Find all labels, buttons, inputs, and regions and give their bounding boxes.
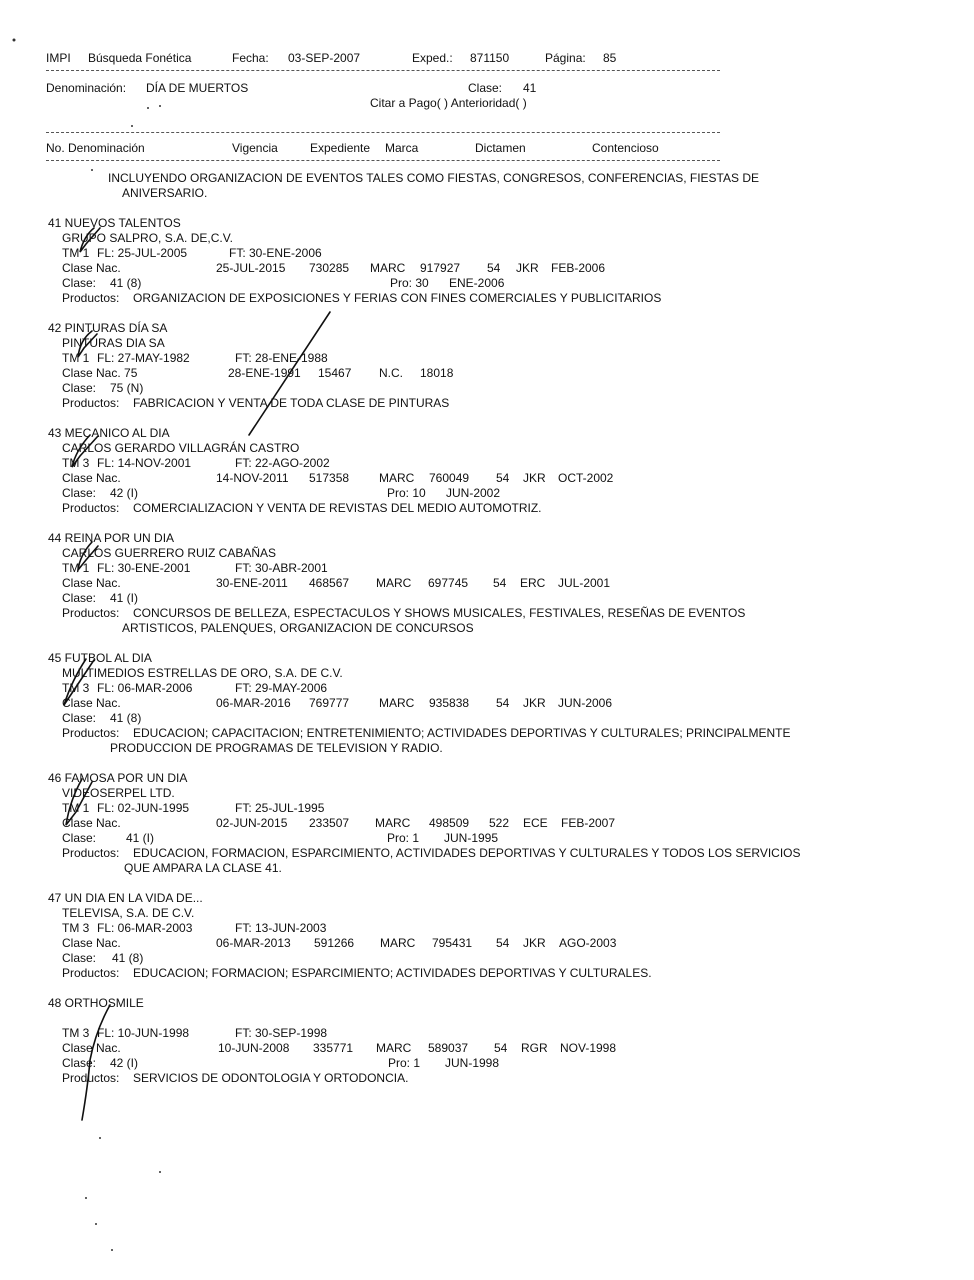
- entry-productos-line: ORGANIZACION DE EXPOSICIONES Y FERIAS CON FINES COMERCIALES Y PUBLICITARIOS: [133, 291, 662, 305]
- entry-ft: FT: 22-AGO-2002: [235, 456, 330, 470]
- entry-clase: Clase:: [62, 831, 97, 845]
- entry-clase-nac: Clase Nac.: [62, 696, 121, 710]
- entry-productos-label: Productos:: [62, 291, 120, 305]
- entry-productos-line: FABRICACION Y VENTA DE TODA CLASE DE PINTURAS: [133, 396, 450, 410]
- entry-clase: Clase:: [62, 486, 97, 500]
- entry-dictamen: 54: [496, 936, 510, 950]
- entry-dict-code: JKR: [523, 936, 546, 950]
- entry-clase: Clase:: [62, 276, 97, 290]
- continuation-line: INCLUYENDO ORGANIZACION DE EVENTOS TALES COMO FIESTAS, CONGRESOS, CONFERENCIAS, FIESTAS DE: [108, 171, 759, 185]
- citar-text: Citar a Pago( ) Anterioridad( ): [370, 96, 527, 110]
- entry-marca-num: 760049: [429, 471, 470, 485]
- entry-contencioso: AGO-2003: [559, 936, 617, 950]
- continuation-line: ANIVERSARIO.: [122, 186, 208, 200]
- entry-expediente: 730285: [309, 261, 350, 275]
- entry-dict-code: ERC: [520, 576, 546, 590]
- col-contencioso: Contencioso: [592, 141, 659, 155]
- entry-ft: FT: 28-ENE-1988: [235, 351, 328, 365]
- entry-tm: TM 1: [62, 351, 90, 365]
- entry-titular: PINTURAS DIA SA: [62, 336, 165, 350]
- entry-fl: FL: 06-MAR-2006: [97, 681, 193, 695]
- entry-dictamen: 54: [493, 576, 507, 590]
- col-expediente: Expediente: [310, 141, 371, 155]
- header-fecha-label: Fecha:: [232, 51, 269, 65]
- entry-marca: MARC: [379, 471, 415, 485]
- entry-marca-num: 795431: [432, 936, 473, 950]
- entry-title: 42 PINTURAS DÍA SA: [48, 321, 168, 335]
- entry-marca: MARC: [375, 816, 411, 830]
- entry-pro: Pro: 1: [387, 831, 420, 845]
- entry-pro-date: JUN-1998: [445, 1056, 500, 1070]
- entry-vigencia: 02-JUN-2015: [216, 816, 288, 830]
- entry-clase-nac: Clase Nac.: [62, 936, 121, 950]
- entry-clase-nac: Clase Nac.: [62, 471, 121, 485]
- entry-vigencia: 10-JUN-2008: [218, 1041, 290, 1055]
- entry-expediente: 233507: [309, 816, 350, 830]
- entry-titular: MULTIMEDIOS ESTRELLAS DE ORO, S.A. DE C.V.: [62, 666, 343, 680]
- scan-dot: [99, 1137, 101, 1139]
- header-divider: [46, 70, 720, 71]
- entry-productos-label: Productos:: [62, 1071, 120, 1085]
- entry-contencioso: JUL-2001: [558, 576, 611, 590]
- scan-dot: [111, 1249, 113, 1251]
- entry-clase-nac: Clase Nac.: [62, 816, 121, 830]
- entry-fl: FL: 02-JUN-1995: [97, 801, 190, 815]
- entry-title: 44 REINA POR UN DIA: [48, 531, 175, 545]
- entry-title: 48 ORTHOSMILE: [48, 996, 144, 1010]
- entry-tm: TM 1: [62, 246, 90, 260]
- entry-vigencia: 14-NOV-2011: [216, 471, 289, 485]
- entry-productos-label: Productos:: [62, 396, 120, 410]
- col-vigencia: Vigencia: [232, 141, 278, 155]
- entry-marca: MARC: [380, 936, 416, 950]
- entry-productos-label: Productos:: [62, 606, 120, 620]
- entry-clase: Clase:: [62, 381, 97, 395]
- entry-productos-line: ARTISTICOS, PALENQUES, ORGANIZACION DE CONCURSOS: [122, 621, 474, 635]
- entry-clase-val: 42 (I): [110, 1056, 139, 1070]
- entry-expediente: 769777: [309, 696, 350, 710]
- entry-contencioso: OCT-2002: [558, 471, 614, 485]
- entry-expediente: 517358: [309, 471, 350, 485]
- entry-ft: FT: 30-SEP-1998: [235, 1026, 328, 1040]
- scan-dot: [159, 1171, 161, 1173]
- header-title: Búsqueda Fonética: [88, 51, 192, 65]
- entry-clase: Clase:: [62, 1056, 97, 1070]
- scan-dot: [131, 125, 133, 127]
- entry-clase: Clase:: [62, 951, 97, 965]
- entry-vigencia: 30-ENE-2011: [216, 576, 288, 590]
- entry-productos-line: EDUCACION, FORMACION, ESPARCIMIENTO, ACTIVIDADES DEPORTIVAS Y CULTURALES Y TODOS LOS SERVICIOS: [133, 846, 801, 860]
- entry-ft: FT: 25-JUL-1995: [235, 801, 325, 815]
- scan-dot: [159, 105, 161, 107]
- entry-marca: MARC: [376, 576, 412, 590]
- entry-clase-nac: Clase Nac.: [62, 576, 121, 590]
- scan-dot: [95, 1223, 97, 1225]
- entry-expediente: 468567: [309, 576, 350, 590]
- entry-productos-line: EDUCACION; FORMACION; ESPARCIMIENTO; ACTIVIDADES DEPORTIVAS Y CULTURALES.: [133, 966, 652, 980]
- entry-marca: N.C.: [379, 366, 403, 380]
- entry-expediente: 591266: [314, 936, 355, 950]
- entry-pro-date: ENE-2006: [449, 276, 505, 290]
- clase-label: Clase:: [468, 81, 503, 95]
- entry-tm: TM 3: [62, 681, 90, 695]
- header-exped-label: Exped.:: [412, 51, 453, 65]
- entry-dict-code: ECE: [523, 816, 548, 830]
- entry-pro-date: JUN-2002: [446, 486, 501, 500]
- entry-contencioso: JUN-2006: [558, 696, 613, 710]
- entry-clase-val: 75 (N): [110, 381, 144, 395]
- entry-expediente: 15467: [318, 366, 352, 380]
- entry-dictamen: 54: [487, 261, 501, 275]
- entry-productos-label: Productos:: [62, 501, 120, 515]
- denominacion-divider: [46, 132, 720, 133]
- entry-title: 41 NUEVOS TALENTOS: [48, 216, 181, 230]
- entry-tm: TM 1: [62, 561, 90, 575]
- entry-tm: TM 3: [62, 921, 90, 935]
- col-dictamen: Dictamen: [475, 141, 526, 155]
- entry-productos-line: SERVICIOS DE ODONTOLOGIA Y ORTODONCIA.: [133, 1071, 409, 1085]
- entry-productos-line: EDUCACION; CAPACITACION; ENTRETENIMIENTO; ACTIVIDADES DEPORTIVAS Y CULTURALES; PRINCIPALMENTE: [133, 726, 791, 740]
- entry-marca-num: 935838: [429, 696, 470, 710]
- entry-title: 46 FAMOSA POR UN DIA: [48, 771, 188, 785]
- entry-titular: CARLOS GUERRERO RUIZ CABAÑAS: [62, 546, 277, 560]
- entry-marca-num: 18018: [420, 366, 454, 380]
- entry-clase: Clase:: [62, 591, 97, 605]
- scan-dot: [13, 39, 16, 42]
- entry-productos-line: QUE AMPARA LA CLASE 41.: [124, 861, 282, 875]
- entry-vigencia: 25-JUL-2015: [216, 261, 286, 275]
- entry-productos-label: Productos:: [62, 846, 120, 860]
- entry-fl: FL: 25-JUL-2005: [97, 246, 188, 260]
- entry-titular: CARLOS GERARDO VILLAGRÁN CASTRO: [62, 441, 300, 455]
- entry-pro: Pro: 10: [387, 486, 426, 500]
- entry-expediente: 335771: [313, 1041, 354, 1055]
- entry-clase-val: 41 (8): [110, 276, 142, 290]
- entry-clase-val: 41 (8): [112, 951, 144, 965]
- entry-fl: FL: 06-MAR-2003: [97, 921, 193, 935]
- entry-fl: FL: 27-MAY-1982: [97, 351, 190, 365]
- entry-dictamen: 54: [496, 471, 510, 485]
- entry-contencioso: FEB-2006: [551, 261, 606, 275]
- entry-pro: Pro: 30: [390, 276, 429, 290]
- entry-clase-val: 41 (I): [110, 591, 139, 605]
- scan-dot: [147, 107, 149, 109]
- entry-dictamen: 522: [489, 816, 510, 830]
- columns-divider: [46, 160, 720, 161]
- entry-marca-num: 917927: [420, 261, 461, 275]
- entry-marca: MARC: [376, 1041, 412, 1055]
- denominacion-value: DÍA DE MUERTOS: [146, 81, 249, 95]
- entry-title: 45 FUTBOL AL DIA: [48, 651, 152, 665]
- entry-clase-val: 41 (8): [110, 711, 142, 725]
- entry-vigencia: 28-ENE-1991: [228, 366, 301, 380]
- entry-productos-line: COMERCIALIZACION Y VENTA DE REVISTAS DEL MEDIO AUTOMOTRIZ.: [133, 501, 542, 515]
- entry-titular: VIDEOSERPEL LTD.: [62, 786, 175, 800]
- entry-titular: GRUPO SALPRO, S.A. DE,C.V.: [62, 231, 233, 245]
- entry-titular: TELEVISA, S.A. DE C.V.: [62, 906, 195, 920]
- header-imp: IMPI: [46, 51, 71, 65]
- entry-marca: MARC: [379, 696, 415, 710]
- entry-fl: FL: 30-ENE-2001: [97, 561, 191, 575]
- entry-dict-code: JKR: [523, 696, 546, 710]
- entry-vigencia: 06-MAR-2016: [216, 696, 291, 710]
- entry-fl: FL: 10-JUN-1998: [97, 1026, 190, 1040]
- clase-value: 41: [523, 81, 537, 95]
- entry-contencioso: NOV-1998: [560, 1041, 617, 1055]
- scan-dot: [85, 1197, 87, 1199]
- header-pagina: 85: [603, 51, 617, 65]
- entry-tm: TM 1: [62, 801, 90, 815]
- entry-ft: FT: 30-ABR-2001: [235, 561, 328, 575]
- entry-tm: TM 3: [62, 1026, 90, 1040]
- entry-dictamen: 54: [496, 696, 510, 710]
- denominacion-label: Denominación:: [46, 81, 127, 95]
- entry-dict-code: JKR: [516, 261, 539, 275]
- entry-ft: FT: 30-ENE-2006: [229, 246, 322, 260]
- entry-marca-num: 589037: [428, 1041, 469, 1055]
- entry-productos-line: PRODUCCION DE PROGRAMAS DE TELEVISION Y RADIO.: [110, 741, 443, 755]
- entry-dict-code: JKR: [523, 471, 546, 485]
- entry-marca-num: 498509: [429, 816, 470, 830]
- entry-productos-line: CONCURSOS DE BELLEZA, ESPECTACULOS Y SHOWS MUSICALES, FESTIVALES, RESEÑAS DE EVENTOS: [133, 606, 746, 620]
- entry-clase-nac: Clase Nac. 75: [62, 366, 138, 380]
- entry-marca: MARC: [370, 261, 406, 275]
- header-exped: 871150: [470, 51, 510, 65]
- entry-contencioso: FEB-2007: [561, 816, 616, 830]
- entry-fl: FL: 14-NOV-2001: [97, 456, 192, 470]
- entry-ft: FT: 13-JUN-2003: [235, 921, 327, 935]
- entry-dictamen: 54: [494, 1041, 508, 1055]
- entry-clase-val: 41 (I): [126, 831, 155, 845]
- entry-ft: FT: 29-MAY-2006: [235, 681, 328, 695]
- header-pagina-label: Página:: [545, 51, 586, 65]
- entry-productos-label: Productos:: [62, 726, 120, 740]
- entry-dict-code: RGR: [521, 1041, 548, 1055]
- entry-title: 43 MECANICO AL DIA: [48, 426, 170, 440]
- entry-marca-num: 697745: [428, 576, 469, 590]
- entry-clase-val: 42 (I): [110, 486, 139, 500]
- scan-dot: [91, 169, 93, 171]
- header-fecha: 03-SEP-2007: [288, 51, 361, 65]
- entry-tm: TM 3: [62, 456, 90, 470]
- entry-productos-label: Productos:: [62, 966, 120, 980]
- entry-vigencia: 06-MAR-2013: [216, 936, 291, 950]
- entry-pro: Pro: 1: [388, 1056, 421, 1070]
- col-no-denominacion: No. Denominación: [46, 141, 145, 155]
- entry-title: 47 UN DIA EN LA VIDA DE...: [48, 891, 203, 905]
- entry-clase: Clase:: [62, 711, 97, 725]
- entry-clase-nac: Clase Nac.: [62, 1041, 121, 1055]
- col-marca: Marca: [385, 141, 419, 155]
- entry-clase-nac: Clase Nac.: [62, 261, 121, 275]
- entry-pro-date: JUN-1995: [444, 831, 499, 845]
